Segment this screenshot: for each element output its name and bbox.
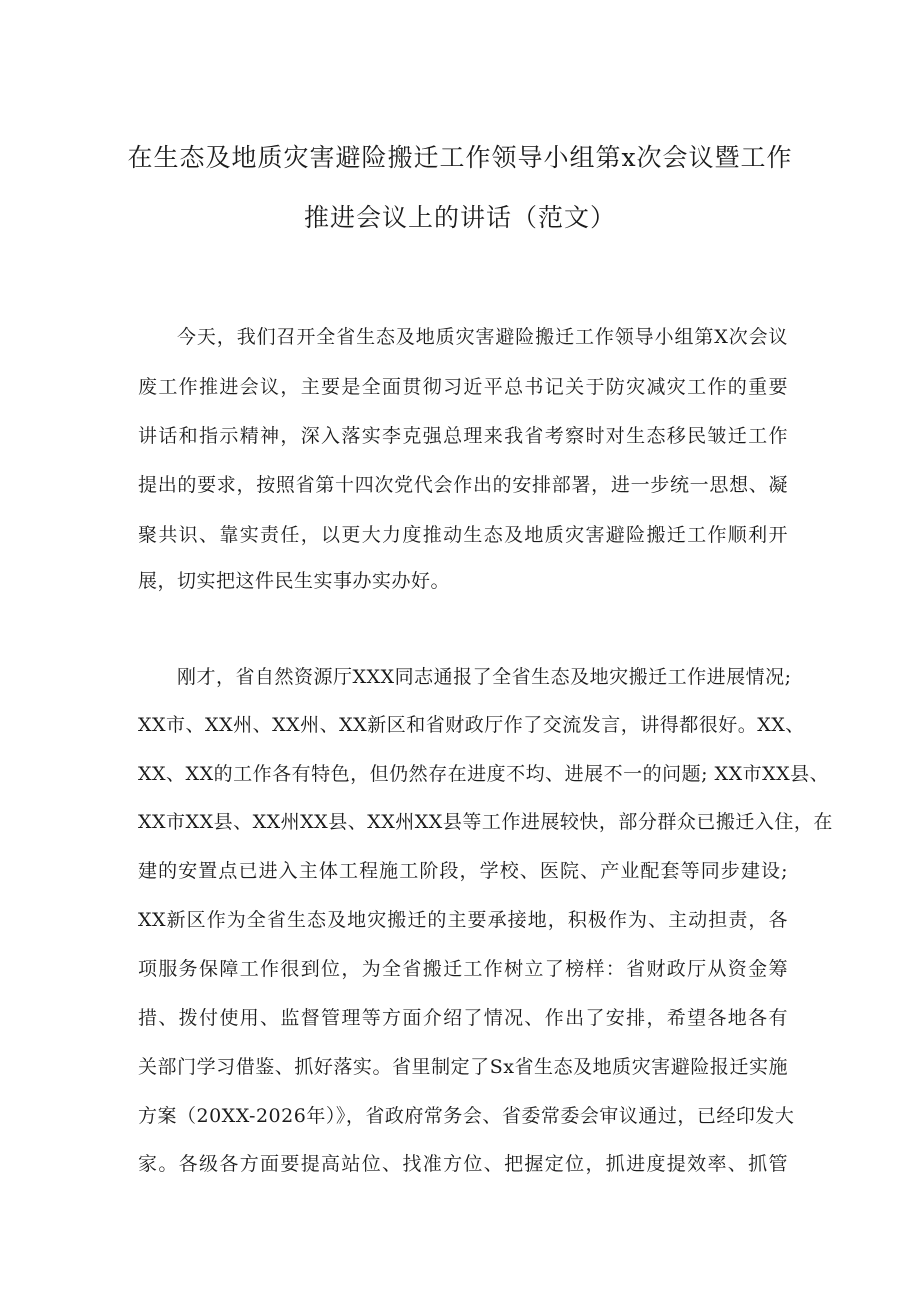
paragraph-2-line-11: 家。各级各方面要提高站位、找准方位、把握定位，抓进度提效率、抓管 xyxy=(138,1153,788,1175)
paragraph-1-line-2: 废工作推进会议，主要是全面贯彻习近平总书记关于防灾减灾工作的重要 xyxy=(138,376,788,398)
paragraph-1-line-5: 聚共识、靠实责任，以更大力度推动生态及地质灾害避险搬迁工作顺利开 xyxy=(138,524,788,546)
paragraph-1-line-6: 展，切实把这件民生实事办实办好。 xyxy=(138,570,451,592)
paragraph-1-line-1: 今天，我们召开全省生态及地质灾害避险搬迁工作领导小组第X次会议 xyxy=(177,326,788,348)
paragraph-2-line-8: 措、拨付使用、监督管理等方面介绍了情况、作出了安排，希望各地各有 xyxy=(138,1007,788,1029)
document-title-line-1: 在生态及地质灾害避险搬迁工作领导小组第x次会议暨工作 xyxy=(127,143,793,172)
paragraph-1-line-4: 提出的要求，按照省第十四次党代会作出的安排部署，进一步统一思想、凝 xyxy=(138,474,788,496)
paragraph-2-line-10: 方案（20XX-2026年）》，省政府常务会、省委常委会审议通过，已经印发大 xyxy=(138,1105,795,1127)
paragraph-2-line-4: XX市XX县、XX州XX县、XX州XX县等工作进展较快，部分群众已搬迁入住，在 xyxy=(138,811,833,833)
paragraph-2-line-6: XX新区作为全省生态及地灾搬迁的主要承接地，积极作为、主动担责，各 xyxy=(138,909,788,931)
paragraph-2-line-9: 关部门学习借鉴、抓好落实。省里制定了Sx省生态及地质灾害避险报迁实施 xyxy=(138,1056,788,1078)
paragraph-2-line-7: 项服务保障工作很到位，为全省搬迁工作树立了榜样：省财政厅从资金筹 xyxy=(138,958,788,980)
document-title-line-2: 推进会议上的讲话（范文） xyxy=(303,203,616,232)
paragraph-2-line-5: 建的安置点已进入主体工程施工阶段，学校、医院、产业配套等同步建设; xyxy=(138,860,788,882)
paragraph-2-line-3: XX、XX的工作各有特色，但仍然存在进度不均、进展不一的问题; XX市XX县、 xyxy=(138,763,830,785)
paragraph-2-line-2: XX市、XX州、XX州、XX新区和省财政厅作了交流发言，讲得都很好。XX、 xyxy=(138,714,805,736)
paragraph-2-line-1: 刚才，省自然资源厅XXX同志通报了全省生态及地灾搬迁工作进展情况; xyxy=(177,666,792,688)
paragraph-1-line-3: 讲话和指示精神，深入落实李克强总理来我省考察时对生态移民皱迁工作 xyxy=(138,425,788,447)
